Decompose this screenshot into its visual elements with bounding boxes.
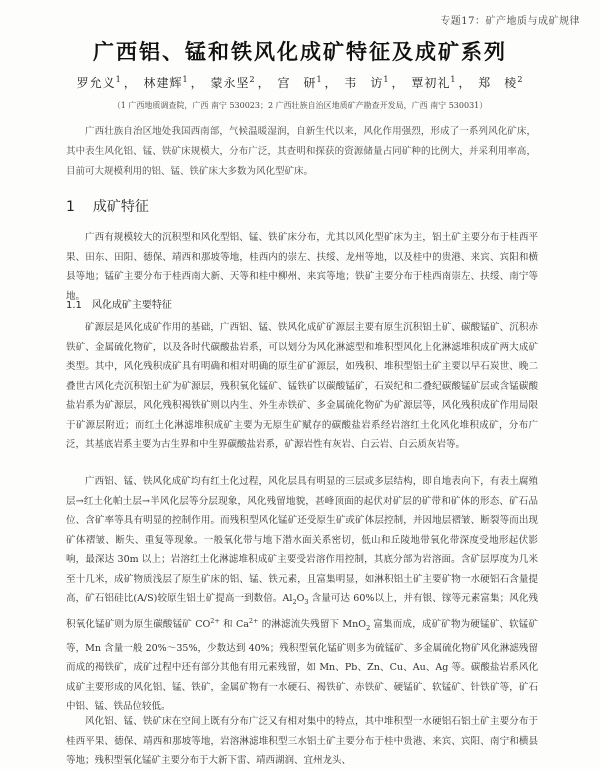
body-paragraph: 矿源层是风化成矿作用的基础，广西铝、锰、铁风化成矿矿源层主要有原生沉积铝土矿、碳酸锰矿、沉积赤铁矿、金属硫化物矿，以及各时代碳酸盐岩系，可以划分为风化淋滤型和堆积型风化上化淋滤堆积成矿两大成矿类型。其中，风化残积成矿具有明确和相对明确的原生矿矿源层，如残积、堆积型铝土矿主要以早石炭世、晚二叠世古风化壳沉积铝土矿为矿源层，残积氧化锰矿、锰铁矿以碳酸锰矿，石炭纪和二叠纪碳酸锰矿层或含锰碳酸盐岩系为矿源层，风化残积褐铁矿则以内生、外生赤铁矿、多金属硫化物矿为矿源层等，风化残积成矿作用局限于矿源层附近；而红土化淋滤堆积成矿主要为无原生矿赋存的碳酸盐岩系经岩溶红土化风化堆积成矿，分布广泛，其基底岩系主要为古生界和中生界碳酸盐岩系，矿源岩性有灰岩、白云岩、白云质灰岩等。 (66, 322, 538, 450)
section-paragraph: 广西有规模较大的沉积型和风化型铝、锰、铁矿床分布，尤其以风化型矿床为主，铝土矿主要分布于桂西平果、田东、田阳、德保、靖西和那坡等地，桂西内的崇左、扶绥、龙州等地，以及桂中的贵港、来宾、宾阳和横县等地；锰矿主要分布于桂西南大新、天等和桂中柳州、来宾等地；铁矿主要分布于桂西南崇左、扶绥、南宁等地。 (66, 232, 538, 302)
author-list: 罗允义$^1$ ， 林建辉$^1$ ， 蒙永坚$^2$ ， 宫 研$^1$ ， 韦 访$^1$ ， 覃初礼$^1$ ， 郑 棱$^2$ (76, 75, 524, 90)
subsection-title: 风化成矿主要特征 (91, 300, 172, 311)
author: 林建辉$^1$ (143, 75, 189, 90)
body-paragraph: 广西铝、锰、铁风化成矿均有红土化过程，风化层具有明显的三层或多层结构，即自地表向下，有表土腐殖层→红土化帕土层→半风化层等分层现象，风化残留地貌，甚峰顶面的起伏对矿层的矿带和矿体的形态、矿石品位、含矿率等具有明显的控制作用。而残积型风化锰矿还受原生矿或矿体层控制，并因地层褶皱、断裂等而出现矿体褶皱、断失、重复等现象。一般氧化带与地下潜水面关系密切，低山和丘陵地带氧化带深度受地形起伏影响，最深达 30m 以上；岩溶红土化淋滤堆积成矿主要受岩溶作用控制，其底分部为岩溶面。含矿层厚度为几米至十几米，成矿物质浅层了原生矿床的铝、锰、铁元素，且富集明显，如淋积铝土矿主要矿物一水硬铝石含量提高，矿石铝硅比(A/S)较原生铝土矿提高一到数倍。$Al_2O_3$ 含量可达 60%以上，并有银、镓等元素富集；风化残积氧化锰矿则为原生碳酸锰矿 $CO^{2+}$ 和 $Ca^{2+}$ 的淋滤流失残留下 MnO$_2$ 富集而成，成矿矿物为硬锰矿、软锰矿等，Mn 含量一般 20%～35%，少数达到 40%；残积型氧化锰矿则多为硫锰矿、多金属硫化物矿风化淋滤残留而成的褐铁矿，成矿过程中还有部分其他有用元素残留，如 Mn、Pb、Zn、Cu、Au、Ag 等。碳酸盐岩系风化成矿主要形成的风化铝、锰、铁矿，金属矿物有一水硬石、褐铁矿、赤铁矿、硬锰矿、软锰矿、针铁矿等，矿石中铝、锰、铁品位较低。 (66, 476, 538, 713)
author: 宫 研$^1$ (277, 75, 323, 90)
paper-title: 广西铝、锰和铁风化成矿特征及成矿系列 (93, 40, 507, 64)
author: 罗允义$^1$ (76, 75, 122, 90)
section-number: 1 (66, 199, 75, 215)
author: 郑 棱$^2$ (478, 75, 524, 90)
author: 覃初礼$^1$ (411, 75, 457, 90)
affiliations: （1 广西地质调查院，广西 南宁 530023；2 广西壮族自治区地质矿产勘查开发局，广西 南宁 530031） (112, 101, 488, 110)
subsection-number: 1.1 (66, 300, 82, 311)
abstract: 广西壮族自治区地处我国西南部，气候温暖湿润，自新生代以来，风化作用强烈，形成了一系列风化矿床，其中表生风化铝、锰、铁矿床规模大，分布广泛，其查明和探获的资源储量占同矿种的比例大，并采利用率高，目前可大规模利用的铝、锰、铁矿床大多数为风化型矿床。 (66, 126, 536, 177)
running-head: 专题17：矿产地质与成矿规律 (440, 16, 580, 27)
author: 蒙永坚$^2$ (210, 75, 256, 90)
author: 韦 访$^1$ (344, 75, 390, 90)
body-paragraph: 风化铝、锰、铁矿床在空间上既有分布广泛又有相对集中的特点，其中堆积型一水硬铝石铝土矿主要分布于桂西平果、德保、靖西和那坡等地，岩溶淋滤堆积型三水铝土矿主要分布于桂中贵港、来宾、宾阳、南宁和横县等地；残积型氧化锰矿主要分布于大新下雷、靖西湖润、宜州龙头、 (66, 716, 538, 766)
section-title: 成矿特征 (92, 199, 149, 215)
section-heading (66, 196, 149, 216)
subsection-heading (66, 296, 172, 311)
